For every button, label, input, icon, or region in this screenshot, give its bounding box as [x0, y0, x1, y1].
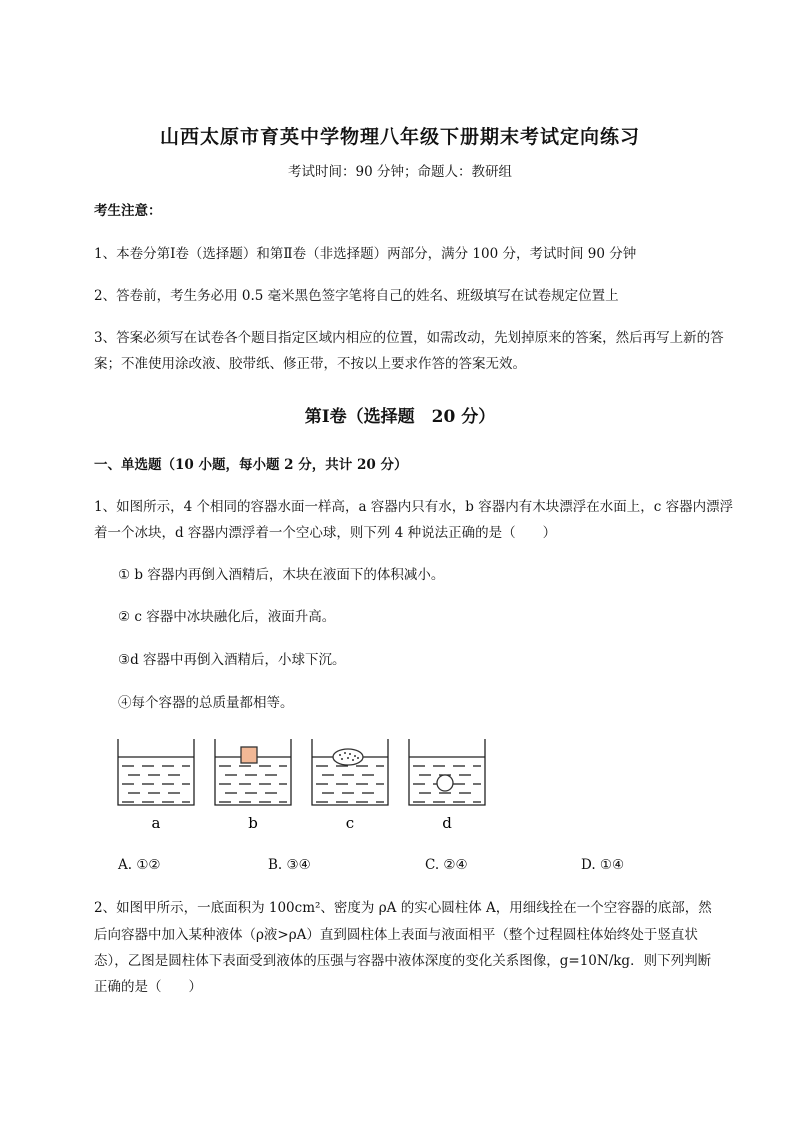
q1-statement-3: ③d 容器中再倒入酒精后，小球下沉。: [118, 652, 346, 668]
option-d[interactable]: D. ①④: [581, 857, 625, 873]
label-a: a: [151, 814, 161, 832]
label-b: b: [248, 814, 258, 832]
page-title: 山西太原市育英中学物理八年级下册期末考试定向练习: [159, 126, 640, 148]
notice-item-1: 1、本卷分第Ⅰ卷（选择题）和第Ⅱ卷（非选择题）两部分，满分 100 分，考试时间 90 分钟: [94, 246, 637, 262]
question-2-line-3: 态），乙图是圆柱体下表面受到液体的压强与容器中液体深度的变化关系图像，g=10N/kg．则下列判断: [94, 953, 712, 969]
container-c: [312, 739, 388, 805]
question-2-line-4: 正确的是（ ）: [94, 979, 202, 995]
notice-heading: 考生注意：: [94, 203, 162, 219]
wood-block: [241, 747, 257, 763]
container-a: [118, 739, 194, 805]
q1-statement-2: ② c 容器中冰块融化后，液面升高。: [118, 609, 336, 625]
label-c: c: [345, 814, 355, 832]
container-d: [409, 739, 485, 805]
section-title: 第Ⅰ卷（选择题 20 分）: [304, 407, 496, 427]
q1-statement-1: ① b 容器内再倒入酒精后，木块在液面下的体积减小。: [118, 567, 445, 583]
container-b: [215, 739, 291, 805]
option-c[interactable]: C. ②④: [425, 857, 468, 873]
option-b[interactable]: B. ③④: [268, 857, 311, 873]
option-a[interactable]: A. ①②: [118, 857, 161, 873]
notice-item-2: 2、答卷前，考生务必用 0.5 毫米黑色签字笔将自己的姓名、班级填写在试卷规定位置上: [94, 288, 619, 304]
page-subtitle: 考试时间：90 分钟；命题人：教研组: [288, 164, 512, 180]
q1-statement-4: ④每个容器的总质量都相等。: [118, 695, 294, 711]
part-heading: 一、单选题（10 小题，每小题 2 分，共计 20 分）: [94, 457, 408, 473]
label-d: d: [442, 814, 452, 832]
question-1-stem: 1、如图所示，4 个相同的容器水面一样高，a 容器内只有水，b 容器内有木块漂浮在水面上，c 容器内漂浮着一个冰块，d 容器内漂浮着一个空心球，则下列 4 种说法正确的是（ ）: [94, 499, 734, 541]
question-2-line-1: 2、如图甲所示，一底面积为 100cm²、密度为 ρA 的实心圆柱体 A，用细线拴在一个空容器的底部，然: [94, 900, 712, 916]
notice-item-3: 3、答案必须写在试卷各个题目指定区域内相应的位置，如需改动，先划掉原来的答案，然后再写上新的答案；不准使用涂改液、胶带纸、修正带，不按以上要求作答的答案无效。: [94, 330, 724, 372]
question-2-line-2: 后向容器中加入某种液体（ρ液>ρA）直到圆柱体上表面与液面相平（整个过程圆柱体始终处于竖直状: [94, 927, 698, 943]
q1-containers-figure: [110, 735, 490, 835]
hollow-ball: [437, 775, 453, 791]
